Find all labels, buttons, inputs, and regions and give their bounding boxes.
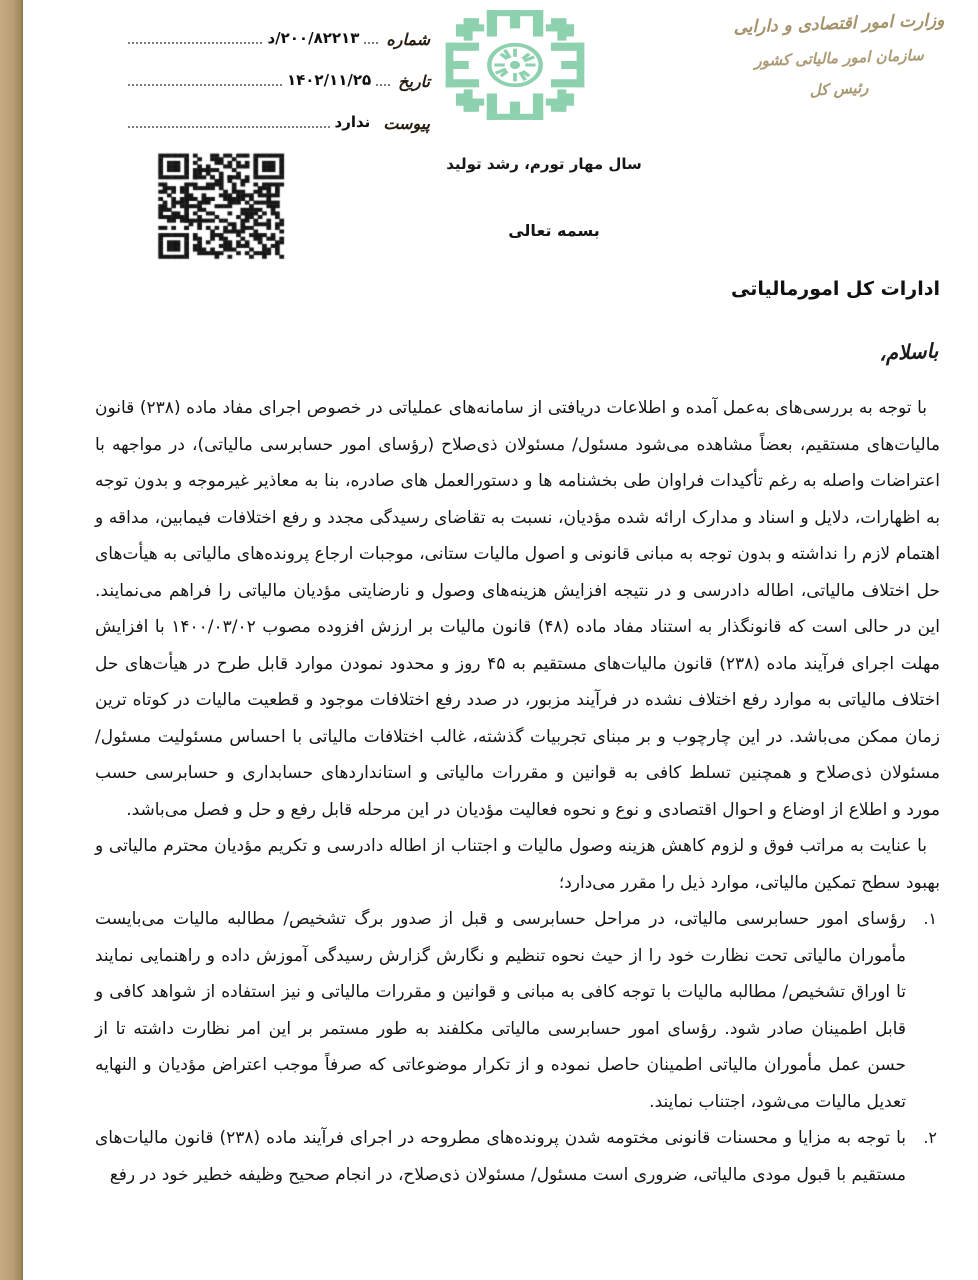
item-text: با توجه به مزایا و محسنات قانونی مختومه شدن پرونده‌های مطروحه در اجرای فرآیند ماده (۲۳۸) قانون مالیات‌های مستقیم با قبول مودی مالیاتی، ضروری است مسئول/ مسئولان ذی‌صلاح، در انجام صحیح وظیفه خطیر خود در رفع [95,1128,906,1185]
letter-body [95,390,940,1193]
dotted-leader [128,42,262,44]
dotted-leader [128,84,282,86]
meta-row-date [128,60,430,91]
salutation-calligraphy: باسلام، [878,338,939,366]
number-value: ۲۰۰/۸۲۲۱۳/د [267,29,360,47]
item-text: رؤسای امور حسابرسی مالیاتی، در مراحل حسابرسی و قبل از صدور برگ تشخیص/ مطالبه مالیات می‌بایست مأموران مالیاتی تحت نظارت خود را از حیث نحوه تنظیم و نگارش گزارش رسیدگی آموزش داده و راهنمایی نمایند تا اوراق تشخیص/ مطالبه مالیات با توجه کافی به مبانی و قوانین و مقررات مالیاتی و نیز استفاده از شواهد کافی و قابل اطمینان صادر شود. رؤسای امور حسابرسی مالیاتی مکلفند به طور مستمر بر این امر نظارت داشته تا از حسن عمل مأموران مالیاتی اطمینان حاصل نموده و از تکرار موضوعاتی که صرفاً موجب اعتراض مؤدیان و النهایه تعدیل مالیات می‌شود، اجتناب نمایند. [95,909,906,1112]
attachment-label: پیوست [383,114,430,133]
ministry-name: وزارت امور اقتصادی و دارایی [733,10,945,38]
year-slogan: سال مهار تورم، رشد تولید [446,155,642,173]
paragraph: با عنایت به مراتب فوق و لزوم کاهش هزینه وصول مالیات و اجتناب از اطاله دادرسی و تکریم مؤدیان محترم مالیاتی و بهبود سطح تمکین مالیاتی، موارد ذیل را مقرر می‌دارد؛ [95,836,940,893]
dotted-leader [376,84,390,86]
dotted-leader [128,126,330,128]
attachment-value: ندارد [334,113,371,131]
meta-row-attachment [128,102,430,133]
list-item [95,1120,940,1193]
qr-code [154,150,288,262]
date-label: تاریخ [398,72,430,91]
tax-administration-logo-icon [438,4,592,126]
item-number: ۱. [923,909,937,928]
number-label: شماره [386,30,430,49]
paragraph: با توجه به بررسی‌های به‌عمل آمده و اطلاعات دریافتی از سامانه‌های عملیاتی در خصوص اجرای مفاد ماده (۲۳۸) قانون مالیات‌های مستقیم، بعضاً مشاهده می‌شود مسئول/ مسئولان ذی‌صلاح (رؤسای امور حسابرسی مالیاتی)، در مواجهه با اعتراضات واصله به رغم تأکیدات فراوان طی بخشنامه ها و دستورالعمل های صادره، بنا به معاذیر غیرموجه و بدون توجه به اظهارات، دلایل و اسناد و مدارک ارائه شده مؤدیان، نسبت به تقاضای رسیدگی مجدد و رفع اختلافات فیمابین، مداقه و اهتمام لازم را نداشته و بدون توجه به مبانی قانونی و اصول مالیات ستانی، موجبات ارجاع پرونده‌های مالیاتی به هیأت‌های حل اختلاف مالیاتی، اطاله دادرسی و در نتیجه افزایش هزینه‌های وصول و نارضایتی مؤدیان مالیاتی را فراهم می‌نمایند. این در حالی است که قانونگذار به استناد مفاد ماده (۴۸) قانون مالیات بر ارزش افزوده مصوب ۱۴۰۰/۰۳/۰۲ با افزایش مهلت اجرای فرآیند ماده (۲۳۸) قانون مالیات‌های مستقیم به ۴۵ روز و محدود نمودن موارد قابل طرح در هیأت‌های حل اختلاف مالیاتی به موارد رفع اختلاف نشده در فرآیند مزبور، در صدد رفع اختلافات موجود و قطعیت مالیات در کوتاه ترین زمان ممکن می‌باشد. در این چارچوب و بر مبنای تجربیات گذشته، غالب اختلافات مالیاتی با احساس مسئولیت مسئول/ مسئولان ذی‌صلاح و همچنین تسلط کافی به قوانین و مقررات مالیاتی و استانداردهای حسابداری و حسابرسی حسب مورد و اطلاع از اوضاع و احوال اقتصادی و نوع و نحوه فعالیت مؤدیان در این مرحله قابل رفع و حل و فصل می‌باشد. [95,398,941,820]
bismillah-line: بسمه تعالی [508,221,600,240]
letter-meta-block [128,18,430,144]
date-value: ۱۴۰۲/۱۱/۲۵ [286,71,372,89]
letterhead-calligraphy [708,10,970,100]
meta-row-number [128,18,430,49]
item-number: ۲. [923,1128,937,1147]
office-title: رئیس کل [809,78,869,100]
scan-paper-edge [0,0,23,1280]
organization-name: سازمان امور مالیاتی کشور [754,46,924,70]
list-item [95,901,940,1120]
recipient-title: ادارات کل امورمالیاتی [731,278,940,300]
dotted-leader [364,42,378,44]
